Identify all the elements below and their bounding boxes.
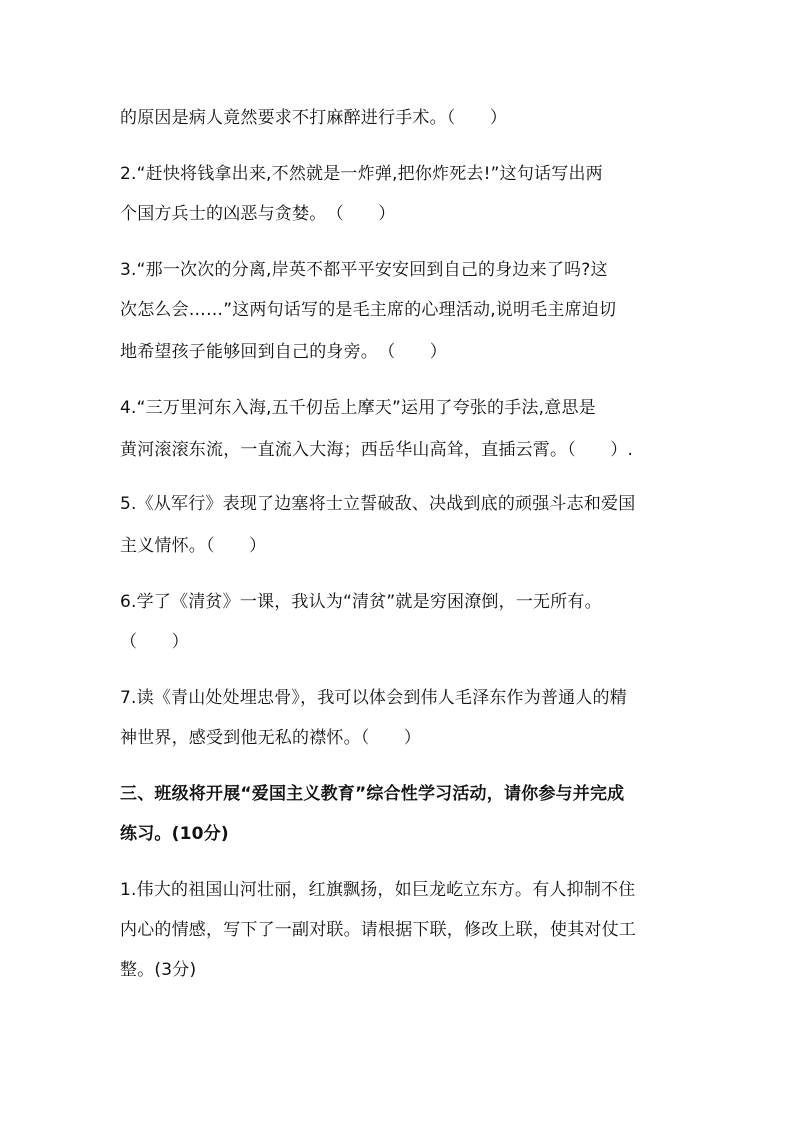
question-3-line-1: 3.“那一次次的分离,岸英不都平平安安回到自己的身边来了吗?这 xyxy=(120,260,608,280)
question-4-line-1: 4.“三万里河东入海,五千仞岳上摩天”运用了夸张的手法,意思是 xyxy=(120,398,596,418)
question-5-line-2: 主义情怀。（ ） xyxy=(120,536,267,556)
question-5-line-1: 5.《从军行》表现了边塞将士立誓破敌、决战到底的顽强斗志和爱国 xyxy=(120,494,636,514)
section-3-heading-line-1: 三、班级将开展“爱国主义教育”综合性学习活动，请你参与并完成 xyxy=(120,784,625,804)
section-3-question-1-line-2: 内心的情感，写下了一副对联。请根据下联，修改上联，使其对仗工 xyxy=(120,920,636,940)
question-6-line-1: 6.学了《清贫》一课，我认为“清贫”就是穷困潦倒，一无所有。 xyxy=(120,592,602,612)
section-3-question-1-line-1: 1.伟大的祖国山河壮丽，红旗飘扬，如巨龙屹立东方。有人抑制不住 xyxy=(120,880,636,900)
question-6-line-2: （ ） xyxy=(120,632,189,652)
question-2-line-2: 个国方兵士的凶恶与贪婪。 （ ） xyxy=(120,204,396,224)
question-7-line-1: 7.读《青山处处埋忠骨》，我可以体会到伟人毛泽东作为普通人的精 xyxy=(120,688,627,708)
question-7-line-2: 神世界，感受到他无私的襟怀。（ ） xyxy=(120,728,422,748)
question-4-line-2: 黄河滚滚东流，一直流入大海；西岳华山高耸，直插云霄。（ ）. xyxy=(120,440,634,460)
question-3-line-2: 次怎么会……”这两句话写的是毛主席的心理活动,说明毛主席迫切 xyxy=(120,300,617,320)
question-2-line-1: 2.“赶快将钱拿出来,不然就是一炸弹,把你炸死去!”这句话写出两 xyxy=(120,164,603,184)
question-3-line-3: 地希望孩子能够回到自己的身旁。 （ ） xyxy=(120,342,447,362)
section-3-question-1-line-3: 整。(3分) xyxy=(120,960,197,980)
text-line-1: 的原因是病人竟然要求不打麻醉进行手术。（ ） xyxy=(120,108,508,128)
section-3-heading-line-2: 练习。(10分) xyxy=(120,824,229,844)
